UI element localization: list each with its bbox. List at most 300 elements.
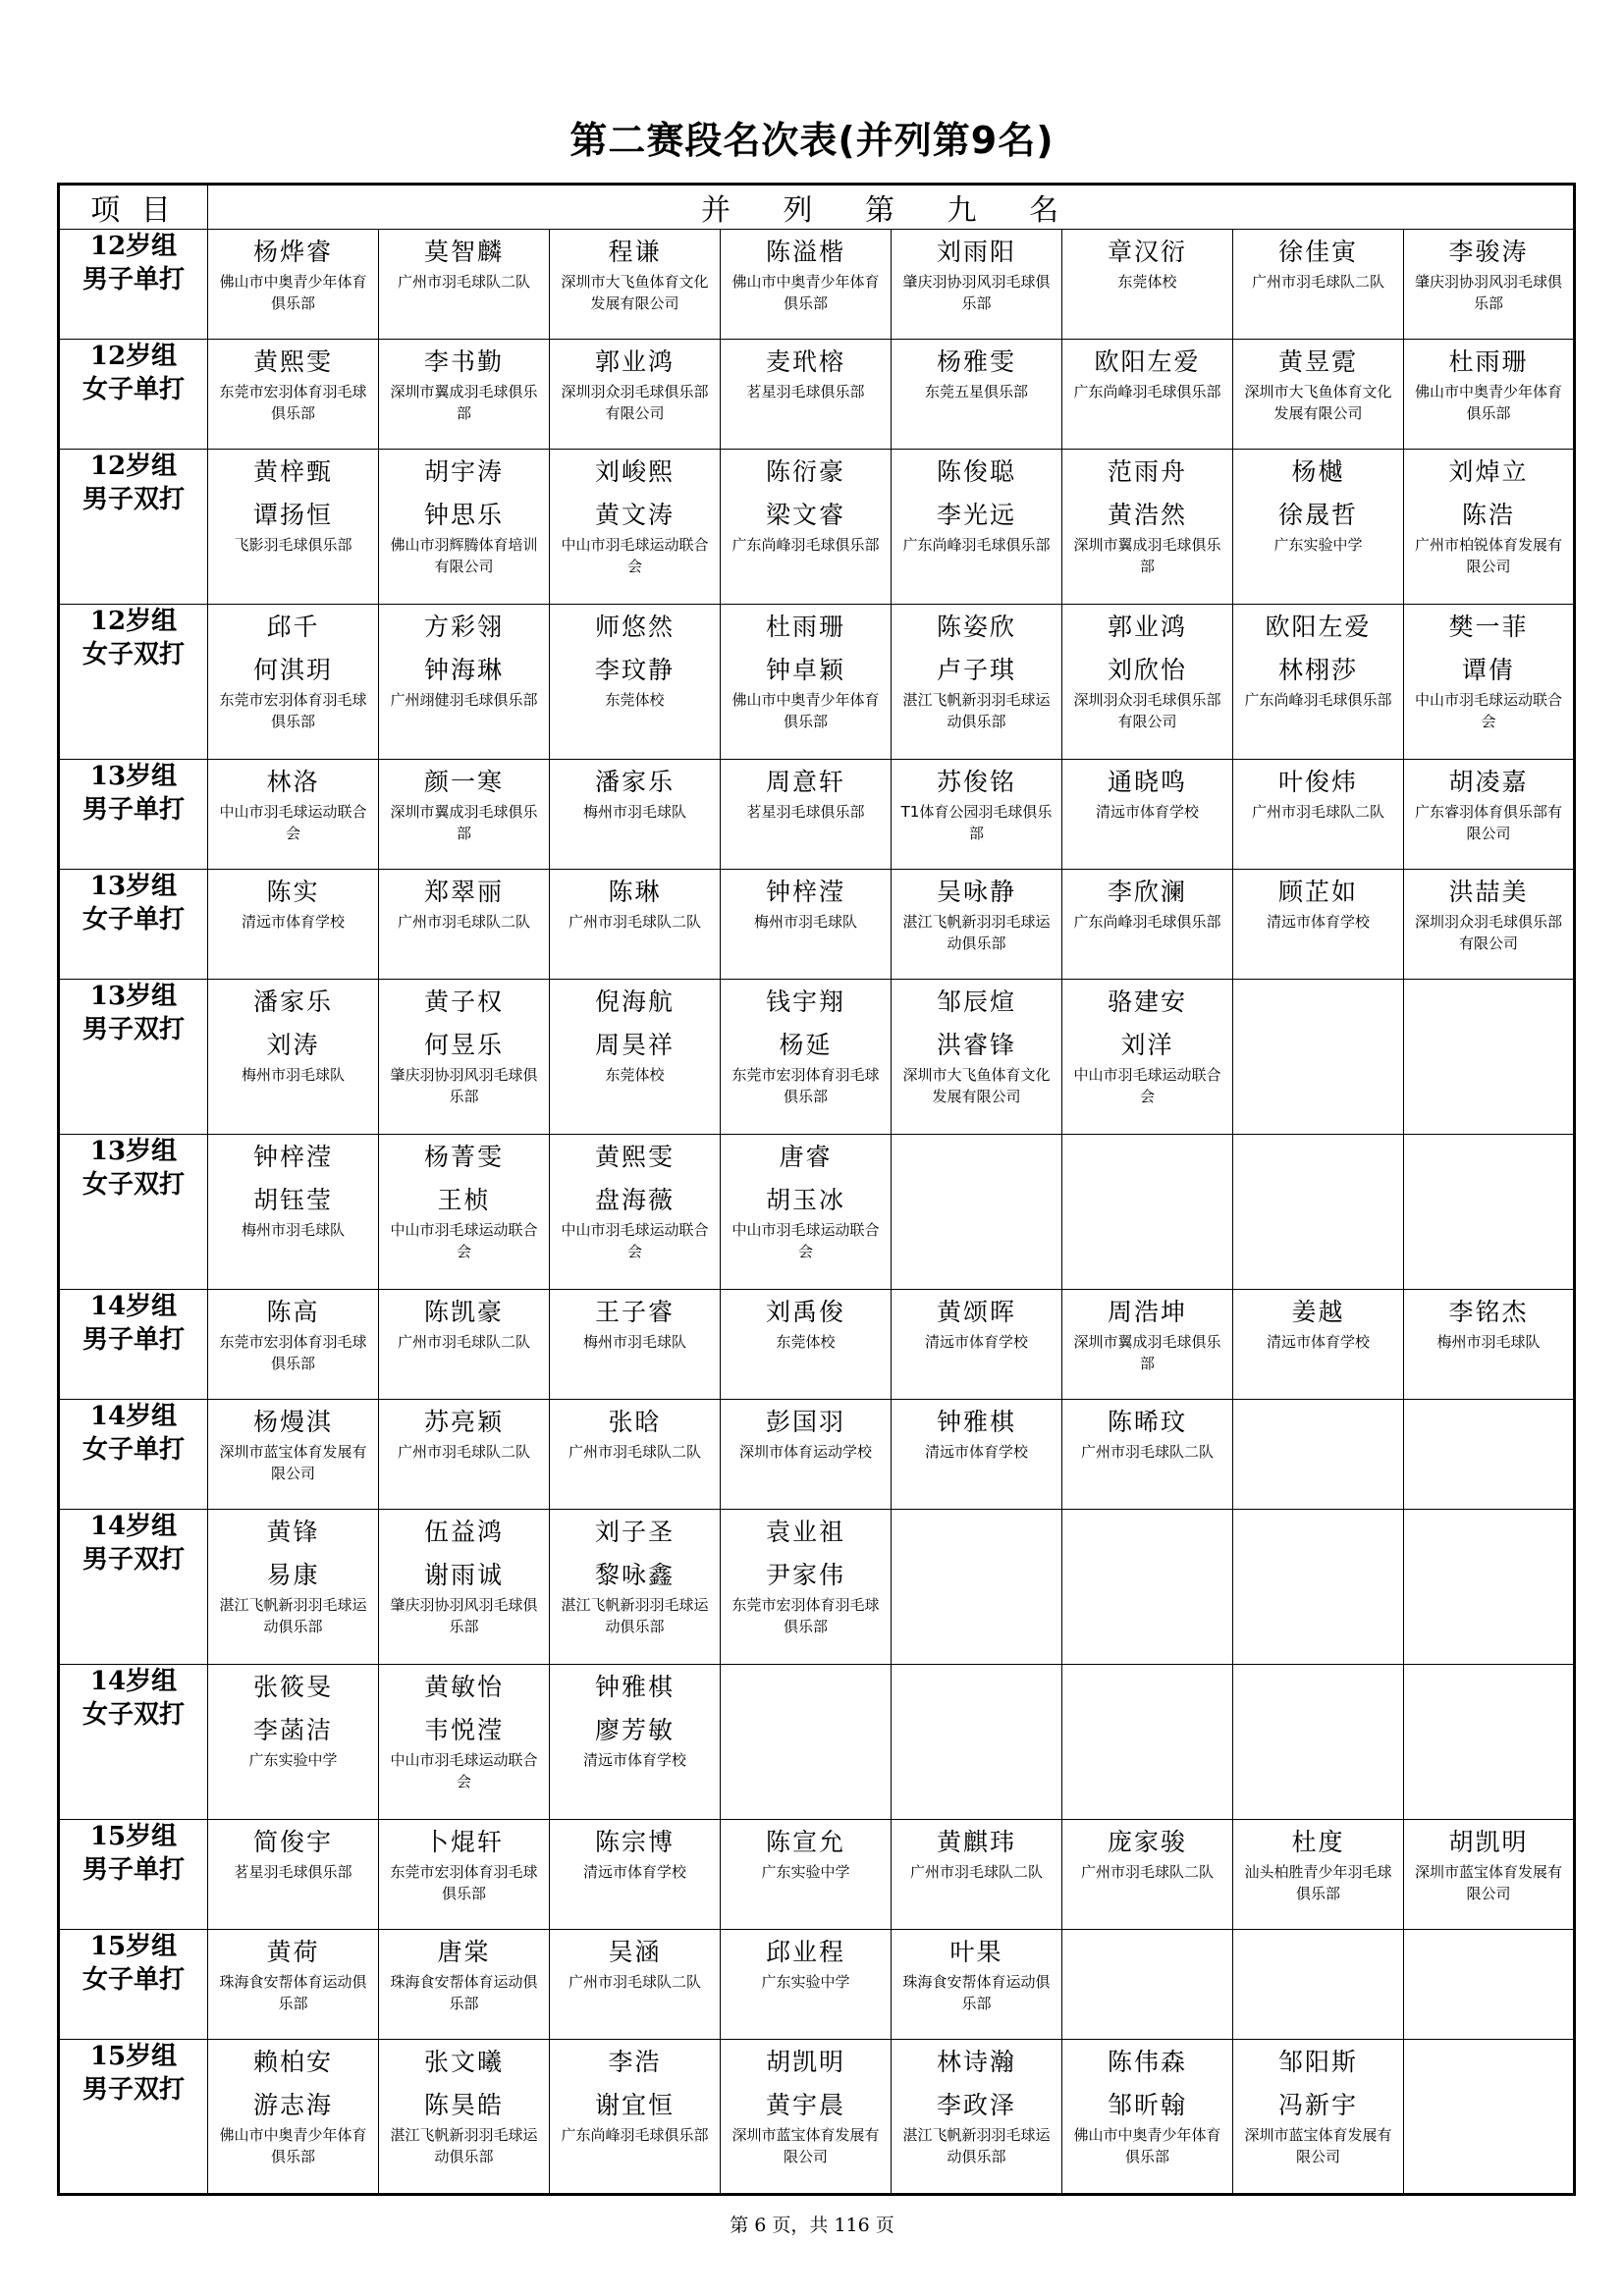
player-name: 谢雨诚 (423, 1561, 504, 1589)
player-name: 钟卓颖 (765, 656, 845, 684)
event-label: 14岁组 (89, 1512, 178, 1541)
table-row (59, 870, 1575, 980)
event-cell (59, 1510, 208, 1665)
table-body (59, 230, 1575, 2195)
player-name: 简俊宇 (252, 1828, 333, 1856)
entry-cell (550, 1820, 721, 1930)
event-label: 女子单打 (81, 1435, 185, 1465)
player-name: 黄锋 (266, 1518, 320, 1546)
player-name: 李书勤 (423, 347, 504, 376)
player-name: 黄浩然 (1107, 501, 1187, 529)
club-name: 中山市羽毛球运动联合会 (731, 1221, 880, 1260)
player-name: 冯新宇 (1277, 2091, 1358, 2119)
club-name: 深圳市翼成羽毛球俱乐部 (390, 803, 538, 842)
entry-cell (208, 1135, 379, 1290)
entry-cell (379, 980, 550, 1135)
player-name: 叶俊炜 (1277, 768, 1358, 796)
event-label: 女子双打 (81, 1700, 185, 1730)
event-label: 男子单打 (81, 1325, 185, 1355)
club-name: 广州市羽毛球队二队 (397, 1443, 530, 1461)
club-name: 中山市羽毛球运动联合会 (219, 803, 367, 842)
player-name: 洪睿锋 (936, 1031, 1016, 1059)
player-name: 程谦 (608, 238, 662, 266)
club-name: 广州翊健羽毛球俱乐部 (390, 691, 538, 709)
player-name: 陈衍豪 (765, 457, 845, 486)
entry-cell (550, 760, 721, 870)
player-name: 张晗 (608, 1408, 662, 1436)
club-name: 广州市羽毛球队二队 (1251, 803, 1384, 821)
club-name: 广州市柏锐体育发展有限公司 (1415, 536, 1563, 575)
table-row (59, 230, 1575, 340)
club-name: 东莞体校 (605, 1066, 665, 1084)
player-name: 黄文涛 (594, 501, 675, 529)
entry-cell (721, 1930, 892, 2040)
player-name: 骆建安 (1107, 988, 1187, 1016)
entry-cell (1233, 1290, 1404, 1400)
entry-cell (1233, 760, 1404, 870)
player-name: 苏俊铭 (936, 768, 1016, 796)
club-name: 东莞五星俱乐部 (924, 383, 1028, 400)
entry-cell (1062, 230, 1233, 340)
player-name: 樊一菲 (1448, 613, 1529, 641)
player-name: 黄麒玮 (936, 1828, 1016, 1856)
player-name: 周意轩 (765, 768, 845, 796)
club-name: 东莞体校 (776, 1333, 836, 1351)
player-name: 胡凯明 (765, 2048, 845, 2076)
entry-cell (379, 1290, 550, 1400)
player-name: 王桢 (437, 1186, 491, 1214)
entry-cell (550, 2040, 721, 2195)
entry-cell (1233, 1510, 1404, 1665)
club-name: 佛山市中奥青少年体育俱乐部 (219, 2126, 367, 2165)
table-row (59, 450, 1575, 605)
entry-cell (721, 1820, 892, 1930)
event-cell (59, 1930, 208, 2040)
player-name: 尹家伟 (765, 1561, 845, 1589)
club-name: 清远市体育学校 (924, 1443, 1028, 1461)
player-name: 陈实 (266, 878, 320, 906)
player-name: 李浩 (608, 2048, 662, 2076)
entry-cell (721, 980, 892, 1135)
entry-cell (208, 1665, 379, 1820)
entry-cell (208, 1400, 379, 1510)
club-name: 深圳市翼成羽毛球俱乐部 (390, 383, 538, 422)
entry-cell (1404, 1930, 1575, 2040)
club-name: 广州市羽毛球队二队 (397, 1333, 530, 1351)
event-label: 14岁组 (89, 1667, 178, 1696)
club-name: 茗星羽毛球俱乐部 (746, 803, 865, 821)
club-name: 东莞体校 (605, 691, 665, 709)
entry-cell (208, 870, 379, 980)
entry-cell (550, 1290, 721, 1400)
club-name: 中山市羽毛球运动联合会 (1073, 1066, 1221, 1105)
player-name: 钟雅棋 (936, 1408, 1016, 1436)
event-label: 男子双打 (81, 485, 185, 514)
table-row (59, 1665, 1575, 1820)
event-cell (59, 1665, 208, 1820)
entry-cell (1233, 1135, 1404, 1290)
club-name: 佛山市中奥青少年体育俱乐部 (1415, 383, 1563, 422)
player-name: 苏亮颖 (423, 1408, 504, 1436)
player-name: 刘禹俊 (765, 1298, 845, 1326)
player-name: 郑翠丽 (423, 878, 504, 906)
entry-cell (1404, 870, 1575, 980)
entry-cell (721, 870, 892, 980)
club-name: 东莞市宏羽体育羽毛球俱乐部 (219, 1333, 367, 1372)
entry-cell (379, 340, 550, 450)
table-row (59, 1510, 1575, 1665)
club-name: 广东尚峰羽毛球俱乐部 (1073, 383, 1221, 400)
event-label: 12岁组 (89, 607, 178, 636)
entry-cell (721, 605, 892, 760)
player-name: 刘洋 (1120, 1031, 1174, 1059)
entry-cell (208, 1930, 379, 2040)
event-cell (59, 2040, 208, 2195)
table-row (59, 1930, 1575, 2040)
club-name: 东莞市宏羽体育羽毛球俱乐部 (731, 1596, 880, 1635)
player-name: 李菡洁 (252, 1716, 333, 1744)
club-name: 湛江飞帆新羽羽毛球运动俱乐部 (902, 2126, 1051, 2165)
club-name: 广东实验中学 (761, 1973, 850, 1991)
entry-cell (1233, 2040, 1404, 2195)
player-name: 李玟静 (594, 656, 675, 684)
club-name: 东莞市宏羽体育羽毛球俱乐部 (731, 1066, 880, 1105)
player-name: 刘欣怡 (1107, 656, 1187, 684)
event-label: 13岁组 (89, 1137, 178, 1166)
entry-cell (1233, 230, 1404, 340)
player-name: 潘家乐 (252, 988, 333, 1016)
entry-cell (1062, 605, 1233, 760)
table-row (59, 980, 1575, 1135)
entry-cell (379, 1665, 550, 1820)
entry-cell (208, 230, 379, 340)
entry-cell (721, 340, 892, 450)
entry-cell (1404, 2040, 1575, 2195)
entry-cell (208, 1290, 379, 1400)
player-name: 陈高 (266, 1298, 320, 1326)
event-cell (59, 1820, 208, 1930)
entry-cell (1404, 230, 1575, 340)
event-label: 男子单打 (81, 795, 185, 825)
player-name: 黄昱霓 (1277, 347, 1358, 376)
club-name: 珠海食安帮体育运动俱乐部 (902, 1973, 1051, 2012)
club-name: 广州市羽毛球队二队 (909, 1863, 1043, 1881)
entry-cell (1233, 605, 1404, 760)
entry-cell (1062, 760, 1233, 870)
event-label: 15岁组 (89, 1932, 178, 1961)
club-name: 广东睿羽体育俱乐部有限公司 (1415, 803, 1563, 842)
club-name: 深圳羽众羽毛球俱乐部有限公司 (561, 383, 709, 422)
club-name: 梅州市羽毛球队 (1436, 1333, 1541, 1351)
club-name: 梅州市羽毛球队 (582, 803, 686, 821)
entry-cell (721, 1400, 892, 1510)
table-header-row (59, 185, 1575, 230)
player-name: 杜雨珊 (1448, 347, 1529, 376)
entry-cell (379, 760, 550, 870)
entry-cell (892, 1400, 1062, 1510)
club-name: 清远市体育学校 (1095, 803, 1199, 821)
entry-cell (379, 450, 550, 605)
player-name: 林诗瀚 (936, 2048, 1016, 2076)
club-name: 广州市羽毛球队二队 (568, 1443, 701, 1461)
player-name: 黄子权 (423, 988, 504, 1016)
player-name: 赖柏安 (252, 2048, 333, 2076)
club-name: 肇庆羽协羽风羽毛球俱乐部 (390, 1066, 538, 1105)
player-name: 颜一寒 (423, 768, 504, 796)
player-name: 刘峻熙 (594, 457, 675, 486)
entry-cell (1404, 450, 1575, 605)
player-name: 彭国羽 (765, 1408, 845, 1436)
club-name: 佛山市中奥青少年体育俱乐部 (731, 691, 880, 730)
club-name: 梅州市羽毛球队 (241, 1221, 345, 1239)
player-name: 黄梓甄 (252, 457, 333, 486)
player-name: 易康 (266, 1561, 320, 1589)
ranking-table (57, 183, 1576, 2196)
player-name: 陈昊皓 (423, 2091, 504, 2119)
player-name: 钱宇翔 (765, 988, 845, 1016)
club-name: 珠海食安帮体育运动俱乐部 (390, 1973, 538, 2012)
player-name: 刘涛 (266, 1031, 320, 1059)
entry-cell (379, 605, 550, 760)
club-name: 清远市体育学校 (1266, 1333, 1370, 1351)
club-name: 广东尚峰羽毛球俱乐部 (731, 536, 880, 554)
entry-cell (1062, 1400, 1233, 1510)
entry-cell (1404, 340, 1575, 450)
entry-cell (208, 1820, 379, 1930)
player-name: 卢子琪 (936, 656, 1016, 684)
player-name: 胡凌嘉 (1448, 768, 1529, 796)
player-name: 倪海航 (594, 988, 675, 1016)
entry-cell (892, 2040, 1062, 2195)
tied-ninth-header: 并 列 第 九 名 (208, 185, 1575, 230)
player-name: 杨菁雯 (423, 1143, 504, 1171)
club-name: 深圳市蓝宝体育发展有限公司 (1415, 1863, 1563, 1902)
player-name: 邱千 (266, 613, 320, 641)
event-column-header: 项 目 (59, 185, 208, 230)
club-name: 佛山市中奥青少年体育俱乐部 (219, 273, 367, 312)
entry-cell (1404, 1290, 1575, 1400)
event-label: 女子单打 (81, 375, 185, 404)
event-label: 女子双打 (81, 1170, 185, 1200)
club-name: 广州市羽毛球队二队 (568, 913, 701, 931)
entry-cell (721, 1135, 892, 1290)
club-name: 深圳市体育运动学校 (738, 1443, 872, 1461)
entry-cell (892, 1665, 1062, 1820)
entry-cell (721, 760, 892, 870)
event-label: 男子双打 (81, 1015, 185, 1044)
player-name: 林栩莎 (1277, 656, 1358, 684)
club-name: 深圳市翼成羽毛球俱乐部 (1073, 1333, 1221, 1372)
club-name: 广州市羽毛球队二队 (568, 1973, 701, 1991)
player-name: 杜度 (1291, 1828, 1345, 1856)
event-cell (59, 1400, 208, 1510)
player-name: 钟雅棋 (594, 1673, 675, 1701)
event-cell (59, 605, 208, 760)
club-name: 广州市羽毛球队二队 (397, 273, 530, 291)
player-name: 黄荷 (266, 1938, 320, 1966)
player-name: 莫智麟 (423, 238, 504, 266)
player-name: 钟海琳 (423, 656, 504, 684)
club-name: 肇庆羽协羽风羽毛球俱乐部 (390, 1596, 538, 1635)
entry-cell (1233, 450, 1404, 605)
club-name: 珠海食安帮体育运动俱乐部 (219, 1973, 367, 2012)
club-name: 湛江飞帆新羽羽毛球运动俱乐部 (561, 1596, 709, 1635)
entry-cell (1062, 870, 1233, 980)
player-name: 陈凯豪 (423, 1298, 504, 1326)
entry-cell (1062, 1135, 1233, 1290)
player-name: 游志海 (252, 2091, 333, 2119)
entry-cell (379, 1510, 550, 1665)
club-name: 广东尚峰羽毛球俱乐部 (1073, 913, 1221, 931)
club-name: 深圳市蓝宝体育发展有限公司 (219, 1443, 367, 1482)
club-name: 深圳市翼成羽毛球俱乐部 (1073, 536, 1221, 575)
player-name: 黄熙雯 (252, 347, 333, 376)
player-name: 欧阳左爱 (1094, 347, 1201, 376)
club-name: 茗星羽毛球俱乐部 (746, 383, 865, 400)
player-name: 吴咏静 (936, 878, 1016, 906)
table-row (59, 1820, 1575, 1930)
player-name: 陈宣允 (765, 1828, 845, 1856)
entry-cell (892, 605, 1062, 760)
player-name: 胡凯明 (1448, 1828, 1529, 1856)
player-name: 顾芷如 (1277, 878, 1358, 906)
table-row (59, 760, 1575, 870)
table-row (59, 1135, 1575, 1290)
club-name: 东莞市宏羽体育羽毛球俱乐部 (390, 1863, 538, 1902)
entry-cell (892, 980, 1062, 1135)
player-name: 陈俊聪 (936, 457, 1016, 486)
player-name: 李骏涛 (1448, 238, 1529, 266)
player-name: 唐睿 (779, 1143, 833, 1171)
entry-cell (1404, 760, 1575, 870)
player-name: 叶果 (949, 1938, 1003, 1966)
player-name: 庞家骏 (1107, 1828, 1187, 1856)
entry-cell (550, 230, 721, 340)
entry-cell (550, 1135, 721, 1290)
player-name: 黄熙雯 (594, 1143, 675, 1171)
club-name: 东莞市宏羽体育羽毛球俱乐部 (219, 691, 367, 730)
event-cell (59, 760, 208, 870)
club-name: 清远市体育学校 (582, 1863, 686, 1881)
player-name: 胡玉冰 (765, 1186, 845, 1214)
club-name: 深圳市蓝宝体育发展有限公司 (731, 2126, 880, 2165)
event-label: 15岁组 (89, 2042, 178, 2071)
club-name: 深圳市蓝宝体育发展有限公司 (1244, 2126, 1392, 2165)
event-label: 12岁组 (89, 232, 178, 261)
player-name: 邱业程 (765, 1938, 845, 1966)
page-title: 第二赛段名次表(并列第9名) (569, 119, 1055, 162)
entry-cell (1062, 450, 1233, 605)
player-name: 唐棠 (437, 1938, 491, 1966)
entry-cell (892, 230, 1062, 340)
player-name: 陈晞玟 (1107, 1408, 1187, 1436)
club-name: 梅州市羽毛球队 (753, 913, 857, 931)
event-label: 女子双打 (81, 640, 185, 669)
player-name: 韦悦滢 (423, 1716, 504, 1744)
player-name: 王子睿 (594, 1298, 675, 1326)
event-label: 男子双打 (81, 2075, 185, 2105)
player-name: 盘海薇 (594, 1186, 675, 1214)
player-name: 钟梓滢 (765, 878, 845, 906)
event-label: 13岁组 (89, 982, 178, 1011)
club-name: 清远市体育学校 (1266, 913, 1370, 931)
event-label: 男子单打 (81, 1855, 185, 1885)
event-cell (59, 450, 208, 605)
club-name: 东莞市宏羽体育羽毛球俱乐部 (219, 383, 367, 422)
entry-cell (1062, 1510, 1233, 1665)
club-name: 广东实验中学 (248, 1751, 338, 1769)
club-name: 肇庆羽协羽风羽毛球俱乐部 (902, 273, 1051, 312)
table-row (59, 340, 1575, 450)
player-name: 杨延 (779, 1031, 833, 1059)
player-name: 杨熳淇 (252, 1408, 333, 1436)
club-name: 深圳市大飞鱼体育文化发展有限公司 (902, 1066, 1051, 1105)
player-name: 胡宇涛 (423, 457, 504, 486)
player-name: 林洛 (266, 768, 320, 796)
player-name: 钟梓滢 (252, 1143, 333, 1171)
entry-cell (1404, 1665, 1575, 1820)
player-name: 何淇玥 (252, 656, 333, 684)
player-name: 袁业祖 (765, 1518, 845, 1546)
player-name: 陈浩 (1462, 501, 1516, 529)
entry-cell (550, 1665, 721, 1820)
event-cell (59, 230, 208, 340)
club-name: 飞影羽毛球俱乐部 (234, 536, 352, 554)
club-name: 广东实验中学 (1273, 536, 1363, 554)
entry-cell (550, 980, 721, 1135)
player-name: 洪喆美 (1448, 878, 1529, 906)
entry-cell (1233, 1930, 1404, 2040)
club-name: 深圳羽众羽毛球俱乐部有限公司 (1073, 691, 1221, 730)
entry-cell (208, 760, 379, 870)
player-name: 卜焜轩 (423, 1828, 504, 1856)
entry-cell (1404, 1400, 1575, 1510)
player-name: 黄敏怡 (423, 1673, 504, 1701)
player-name: 吴涵 (608, 1938, 662, 1966)
player-name: 潘家乐 (594, 768, 675, 796)
table-row (59, 1400, 1575, 1510)
event-cell (59, 1290, 208, 1400)
player-name: 黄宇晨 (765, 2091, 845, 2119)
event-label: 15岁组 (89, 1822, 178, 1851)
entry-cell (892, 1135, 1062, 1290)
player-name: 刘雨阳 (936, 238, 1016, 266)
club-name: 广东实验中学 (761, 1863, 850, 1881)
player-name: 郭业鸿 (1107, 613, 1187, 641)
player-name: 杜雨珊 (765, 613, 845, 641)
player-name: 李铭杰 (1448, 1298, 1529, 1326)
entry-cell (379, 870, 550, 980)
player-name: 张筱旻 (252, 1673, 333, 1701)
event-cell (59, 340, 208, 450)
entry-cell (1404, 980, 1575, 1135)
entry-cell (892, 450, 1062, 605)
player-name: 欧阳左爱 (1265, 613, 1372, 641)
player-name: 胡钰莹 (252, 1186, 333, 1214)
player-name: 陈伟森 (1107, 2048, 1187, 2076)
player-name: 谭扬恒 (252, 501, 333, 529)
entry-cell (892, 1930, 1062, 2040)
player-name: 刘子圣 (594, 1518, 675, 1546)
entry-cell (1062, 1290, 1233, 1400)
entry-cell (1233, 870, 1404, 980)
player-name: 徐佳寅 (1277, 238, 1358, 266)
entry-cell (379, 1820, 550, 1930)
club-name: 中山市羽毛球运动联合会 (561, 536, 709, 575)
event-cell (59, 980, 208, 1135)
event-label: 13岁组 (89, 762, 178, 791)
player-name: 张文曦 (423, 2048, 504, 2076)
